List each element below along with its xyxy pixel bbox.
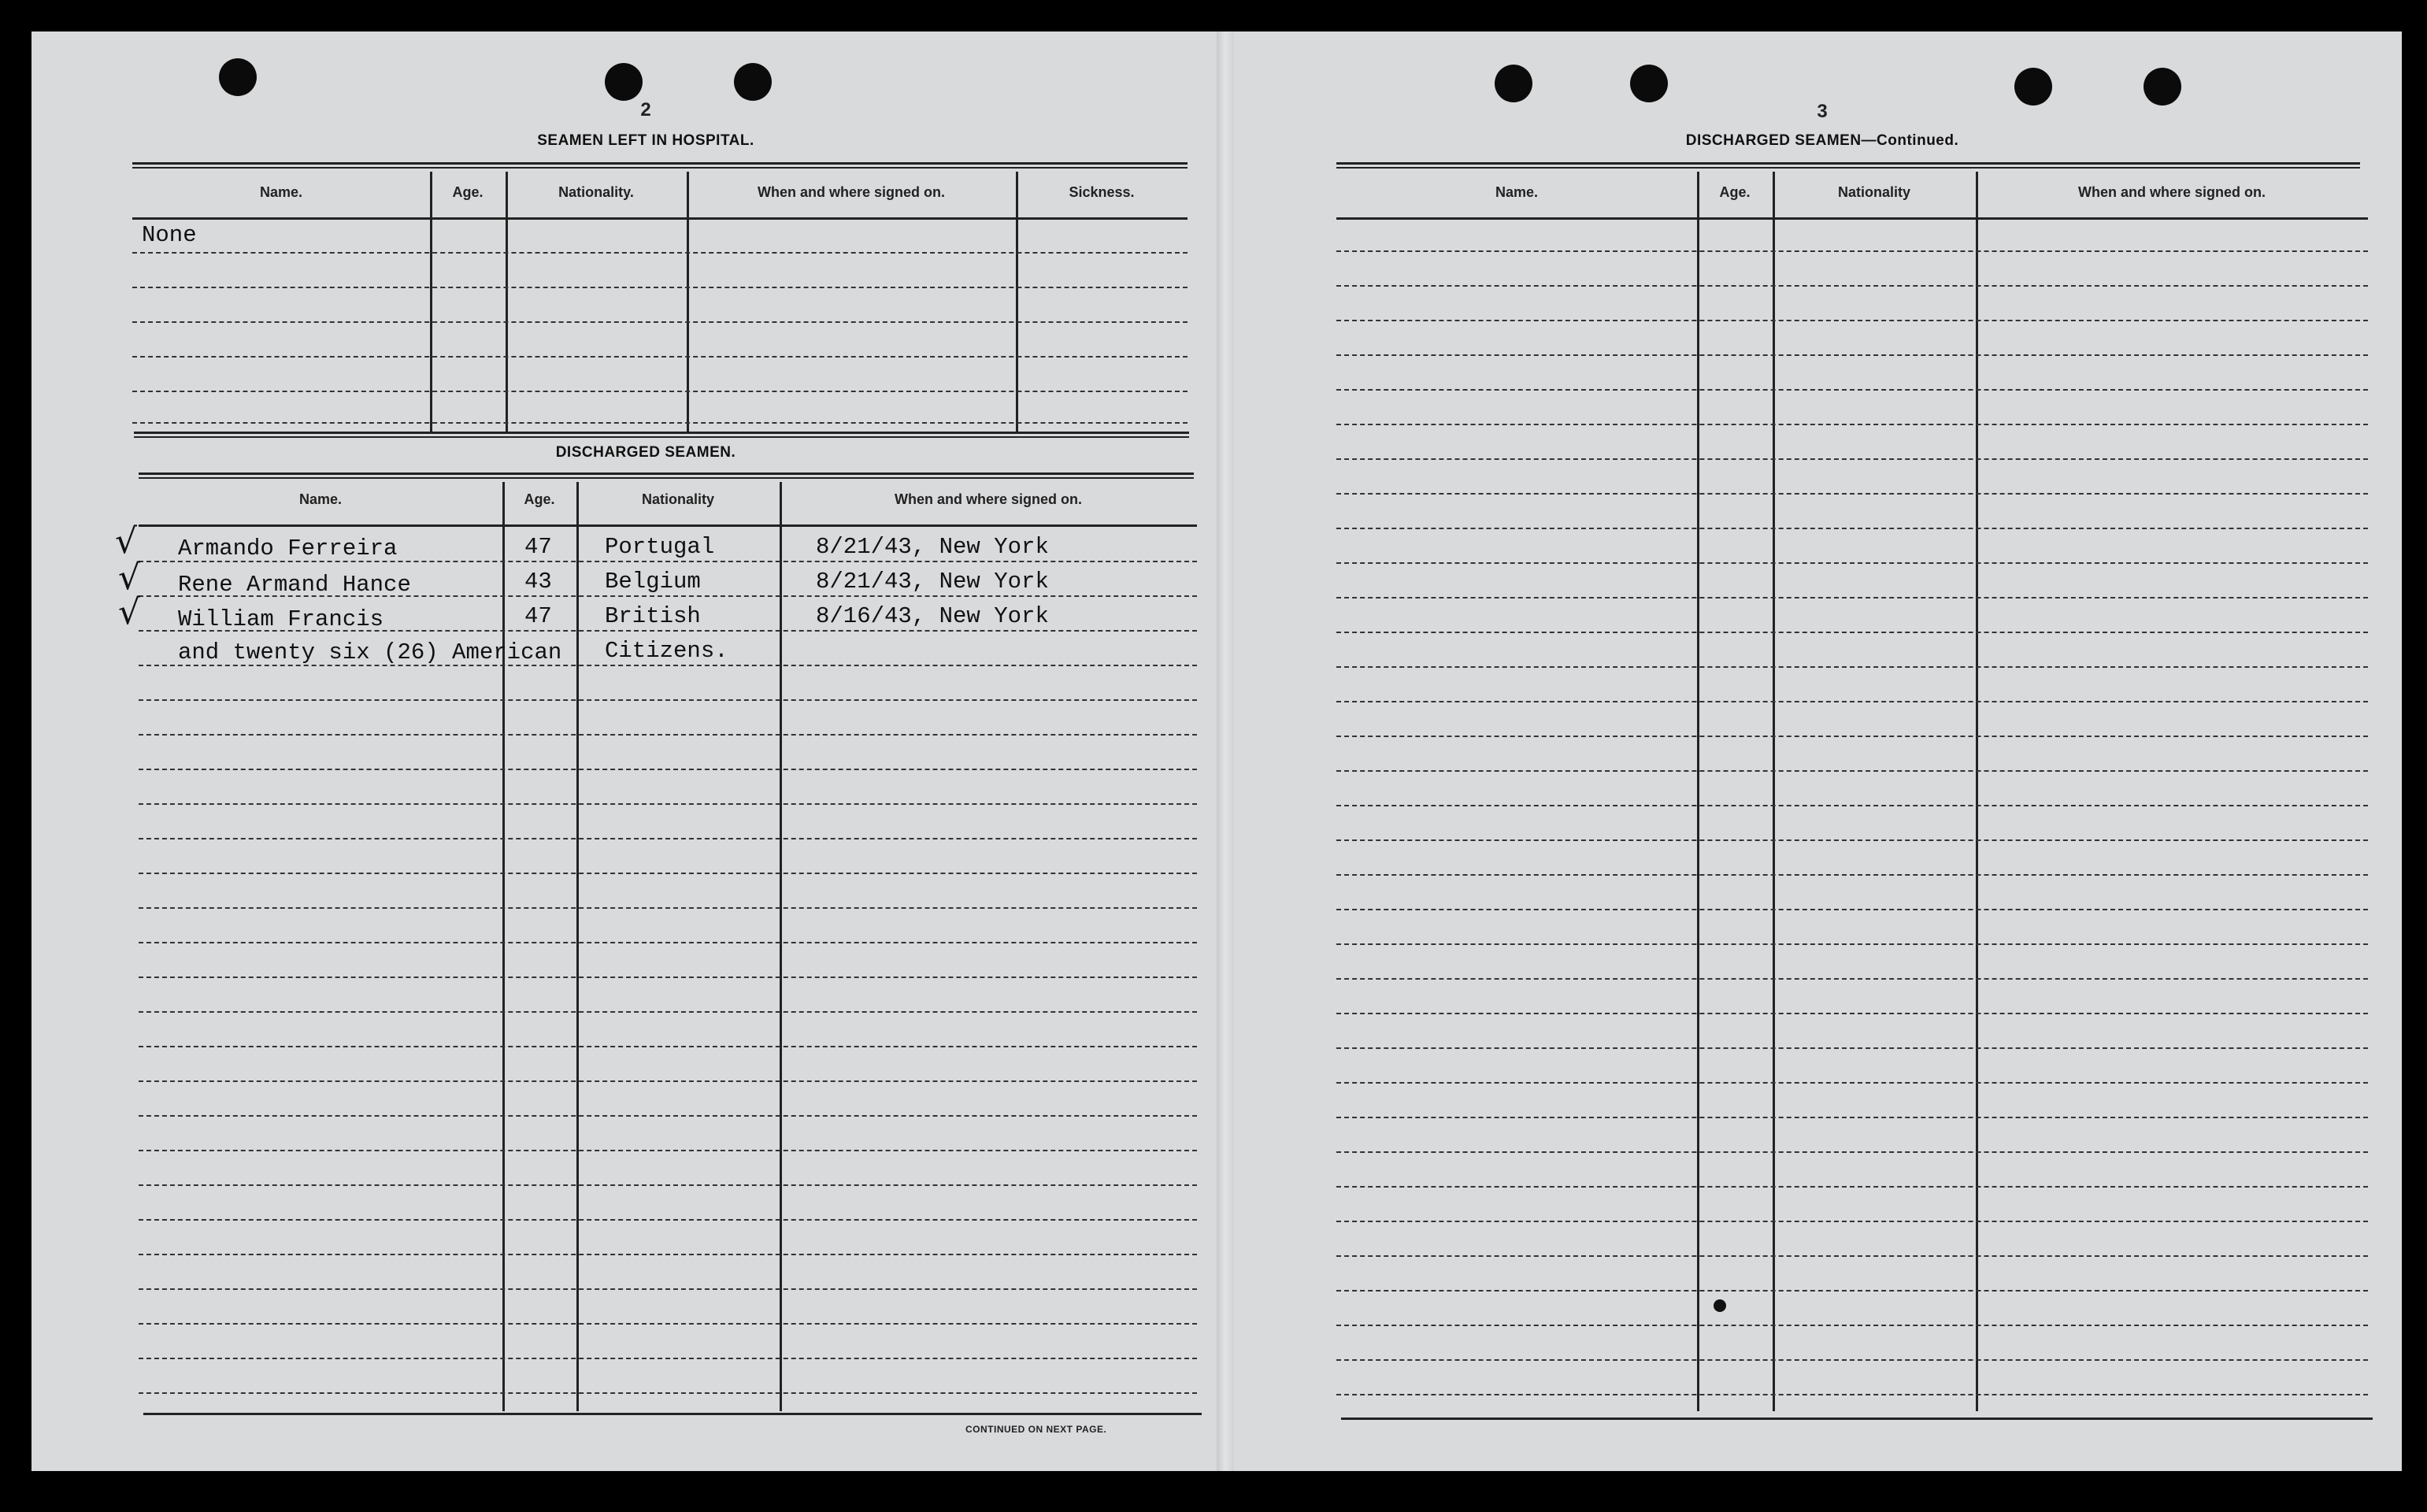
hospital-section-title: SEAMEN LEFT IN HOSPITAL. xyxy=(537,132,754,149)
ruled-line xyxy=(1336,1359,2368,1361)
header-age: Age. xyxy=(1719,184,1751,200)
header-nationality: Nationality xyxy=(1837,184,1910,200)
ruled-line xyxy=(139,699,1197,701)
header-signed-on: When and where signed on. xyxy=(894,491,1083,507)
ruled-line xyxy=(139,1392,1197,1394)
page-number: 3 xyxy=(1817,101,1828,122)
row-2-nationality: Belgium xyxy=(605,569,701,595)
discharged-bottom-rule xyxy=(143,1413,1202,1415)
check-mark: √ xyxy=(118,558,141,598)
ruled-line xyxy=(1336,285,2368,287)
ruled-line xyxy=(1336,389,2368,391)
ruled-line xyxy=(139,803,1197,805)
row-2-name: Rene Armand Hance xyxy=(178,572,411,598)
ruled-line xyxy=(1336,805,2368,806)
column-divider xyxy=(1976,172,1978,1411)
ruled-line xyxy=(1336,701,2368,702)
row-3-name: William Francis xyxy=(178,606,384,632)
header-name: Name. xyxy=(298,491,343,507)
header-nationality: Nationality. xyxy=(558,184,634,200)
document-sheet xyxy=(31,32,2402,1471)
row-3-signed-on: 8/16/43, New York xyxy=(816,603,1049,629)
row-2-signed-on: 8/21/43, New York xyxy=(816,569,1049,595)
column-divider xyxy=(430,172,432,432)
ruled-line xyxy=(139,734,1197,736)
column-divider xyxy=(780,482,782,1411)
ruled-line xyxy=(1336,943,2368,945)
page-fold xyxy=(1217,32,1234,1471)
ruled-line xyxy=(1336,354,2368,356)
column-divider xyxy=(1773,172,1775,1411)
ruled-line xyxy=(1336,1117,2368,1118)
ruled-line xyxy=(1336,1394,2368,1395)
note-citizens: Citizens. xyxy=(605,638,728,664)
ruled-line xyxy=(132,356,1188,358)
ruled-line xyxy=(1336,1186,2368,1188)
header-signed-on: When and where signed on. xyxy=(757,184,946,200)
column-divider xyxy=(1697,172,1699,1411)
header-sickness: Sickness. xyxy=(1069,184,1135,200)
right-page xyxy=(1234,32,2402,1471)
ruled-line xyxy=(1336,1151,2368,1153)
ruled-line xyxy=(132,321,1188,323)
ruled-line xyxy=(139,1323,1197,1325)
ruled-line xyxy=(139,976,1197,978)
ruled-line xyxy=(1336,1047,2368,1049)
row-3-nationality: British xyxy=(605,603,701,629)
ruled-line xyxy=(1336,1082,2368,1084)
right-bottom-rule xyxy=(1341,1418,2373,1420)
header-rule xyxy=(139,524,1197,527)
row-2-age: 43 xyxy=(524,569,552,595)
ruled-line xyxy=(1336,1013,2368,1014)
ruled-line xyxy=(1336,978,2368,980)
ruled-line xyxy=(1336,458,2368,460)
hospital-bottom-rule xyxy=(134,432,1189,438)
ruled-line xyxy=(132,287,1188,288)
ruled-line xyxy=(139,1115,1197,1117)
header-nationality: Nationality xyxy=(641,491,714,507)
hospital-entry-none: None xyxy=(142,222,197,248)
header-signed-on: When and where signed on. xyxy=(2077,184,2266,200)
discharged-table xyxy=(115,482,1197,1411)
column-divider xyxy=(506,172,508,432)
ruled-line xyxy=(1336,1325,2368,1326)
row-3-age: 47 xyxy=(524,603,552,629)
continued-note: CONTINUED ON NEXT PAGE. xyxy=(965,1424,1107,1435)
ruled-line xyxy=(1336,597,2368,598)
ruled-line xyxy=(1336,666,2368,668)
ruled-line xyxy=(1336,250,2368,252)
ruled-line xyxy=(1336,770,2368,772)
ruled-line xyxy=(139,1254,1197,1255)
row-1-signed-on: 8/21/43, New York xyxy=(816,534,1049,560)
ruled-line xyxy=(1336,632,2368,633)
left-page xyxy=(31,32,1217,1471)
ruled-line xyxy=(139,907,1197,909)
ruled-line xyxy=(1336,874,2368,876)
ruled-line xyxy=(139,1358,1197,1359)
ruled-line xyxy=(132,391,1188,392)
ruled-line xyxy=(139,1288,1197,1290)
discharged-continued-title: DISCHARGED SEAMEN—Continued. xyxy=(1685,132,1959,149)
ruled-line xyxy=(1336,1255,2368,1257)
header-rule xyxy=(1336,217,2368,220)
row-1-age: 47 xyxy=(524,534,552,560)
ruled-line xyxy=(132,252,1188,254)
ruled-line xyxy=(139,1046,1197,1047)
ruled-line xyxy=(139,1219,1197,1221)
ruled-line xyxy=(139,873,1197,874)
ruled-line xyxy=(139,838,1197,839)
ruled-line xyxy=(1336,736,2368,737)
discharged-continued-table xyxy=(1336,172,2368,1411)
column-divider xyxy=(576,482,579,1411)
ruled-line xyxy=(139,1080,1197,1082)
ruled-line xyxy=(139,1011,1197,1013)
check-mark: √ xyxy=(118,592,141,632)
column-divider xyxy=(1016,172,1018,432)
ruled-line xyxy=(139,769,1197,770)
ruled-line xyxy=(1336,909,2368,910)
row-1-name: Armando Ferreira xyxy=(178,536,398,561)
discharged-section-title: DISCHARGED SEAMEN. xyxy=(555,444,736,461)
hospital-top-rule xyxy=(132,162,1188,169)
ruled-line xyxy=(1336,320,2368,321)
header-name: Name. xyxy=(259,184,303,200)
ruled-line xyxy=(1336,1221,2368,1222)
ruled-line xyxy=(139,942,1197,943)
ruled-line xyxy=(1336,839,2368,841)
ruled-line xyxy=(139,1150,1197,1151)
check-mark: √ xyxy=(115,521,138,561)
column-divider xyxy=(502,482,505,1411)
ruled-line xyxy=(1336,1290,2368,1292)
note-american-citizens: and twenty six (26) American xyxy=(178,639,562,665)
column-divider xyxy=(687,172,689,432)
discharged-top-rule xyxy=(139,472,1194,479)
header-name: Name. xyxy=(1495,184,1539,200)
page-number: 2 xyxy=(640,99,651,120)
ruled-line xyxy=(1336,528,2368,529)
header-age: Age. xyxy=(452,184,484,200)
hospital-table xyxy=(132,172,1188,432)
ruled-line xyxy=(1336,424,2368,425)
ruled-line xyxy=(1336,562,2368,564)
row-1-nationality: Portugal xyxy=(605,534,715,560)
header-age: Age. xyxy=(524,491,555,507)
header-rule xyxy=(132,217,1188,220)
ruled-line xyxy=(1336,493,2368,495)
ruled-line xyxy=(139,1184,1197,1186)
right-top-rule xyxy=(1336,162,2360,169)
ruled-line xyxy=(132,422,1188,424)
